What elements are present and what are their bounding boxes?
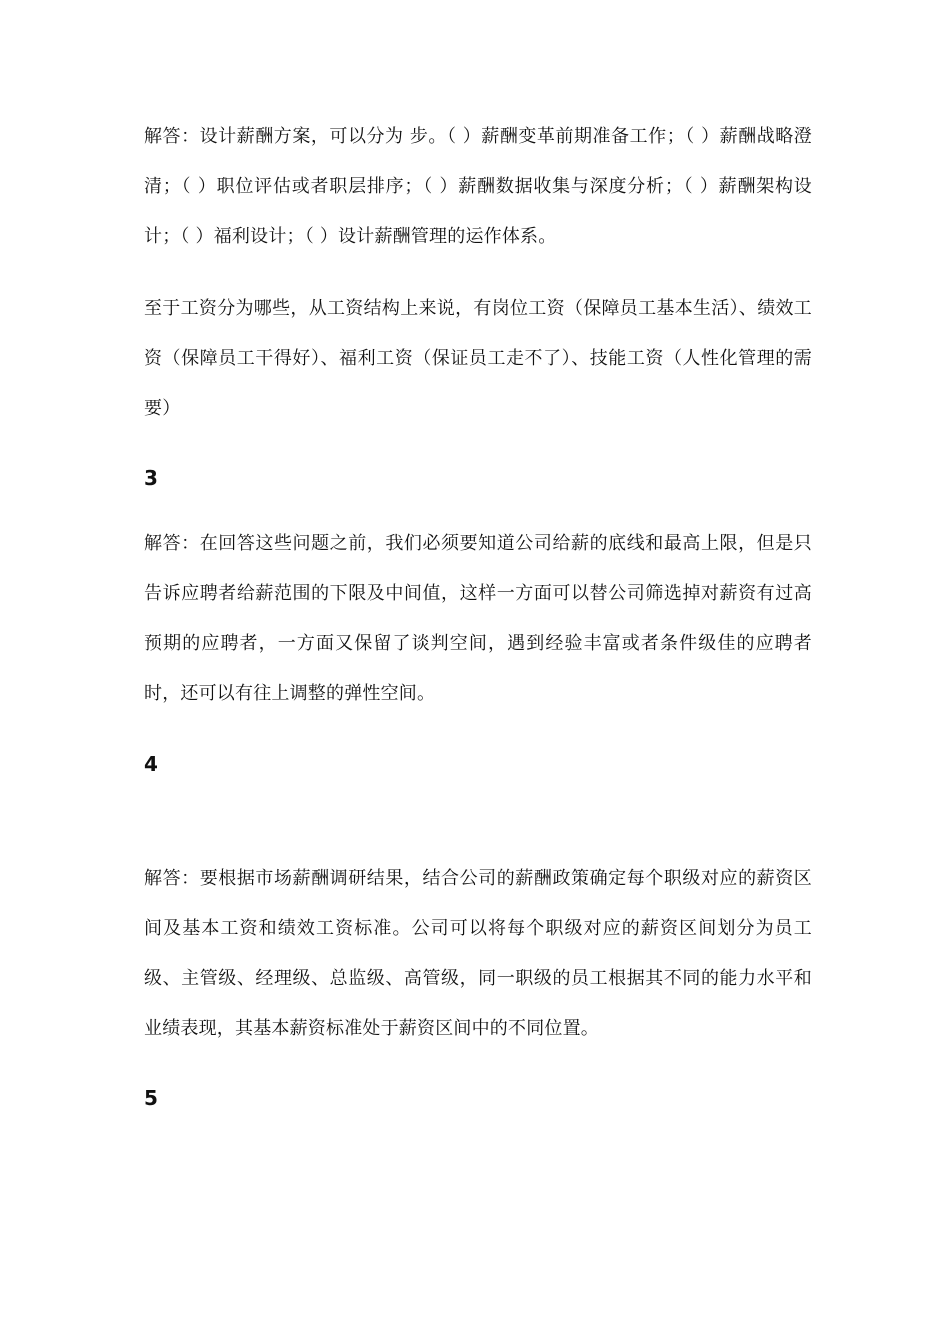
answer-paragraph-salary-design-steps: 解答：设计薪酬方案，可以分为 步。（ ）薪酬变革前期准备工作；（ ）薪酬战略澄清；（ ）职位评估或者职层排序；（ ）薪酬数据收集与深度分析；（ ）薪酬架构设计；（ ）福利设计；（ ）设计薪酬管理的运作体系。 xyxy=(144,126,812,247)
answer-paragraph-salary-range: 解答：在回答这些问题之前，我们必须要知道公司给薪的底线和最高上限，但是只告诉应聘者给薪范围的下限及中间值，这样一方面可以替公司筛选掉对薪资有过高预期的应聘者，一方面又保留了谈判空间，遇到经验丰富或者条件级佳的应聘者时，还可以有往上调整的弹性空间。 xyxy=(144,533,812,704)
section-number-5: 5 xyxy=(144,1086,158,1110)
answer-paragraph-grade-salary: 解答：要根据市场薪酬调研结果，结合公司的薪酬政策确定每个职级对应的薪资区间及基本工资和绩效工资标准。公司可以将每个职级对应的薪资区间划分为员工级、主管级、经理级、总监级、高管级，同一职级的员工根据其不同的能力水平和业绩表现，其基本薪资标准处于薪资区间中的不同位置。 xyxy=(144,868,812,1039)
section-number-4: 4 xyxy=(144,752,158,776)
paragraph-wage-structure: 至于工资分为哪些，从工资结构上来说，有岗位工资（保障员工基本生活）、绩效工资（保障员工干得好）、福利工资（保证员工走不了）、技能工资（人性化管理的需要） xyxy=(144,298,812,419)
section-number-3: 3 xyxy=(144,466,158,490)
